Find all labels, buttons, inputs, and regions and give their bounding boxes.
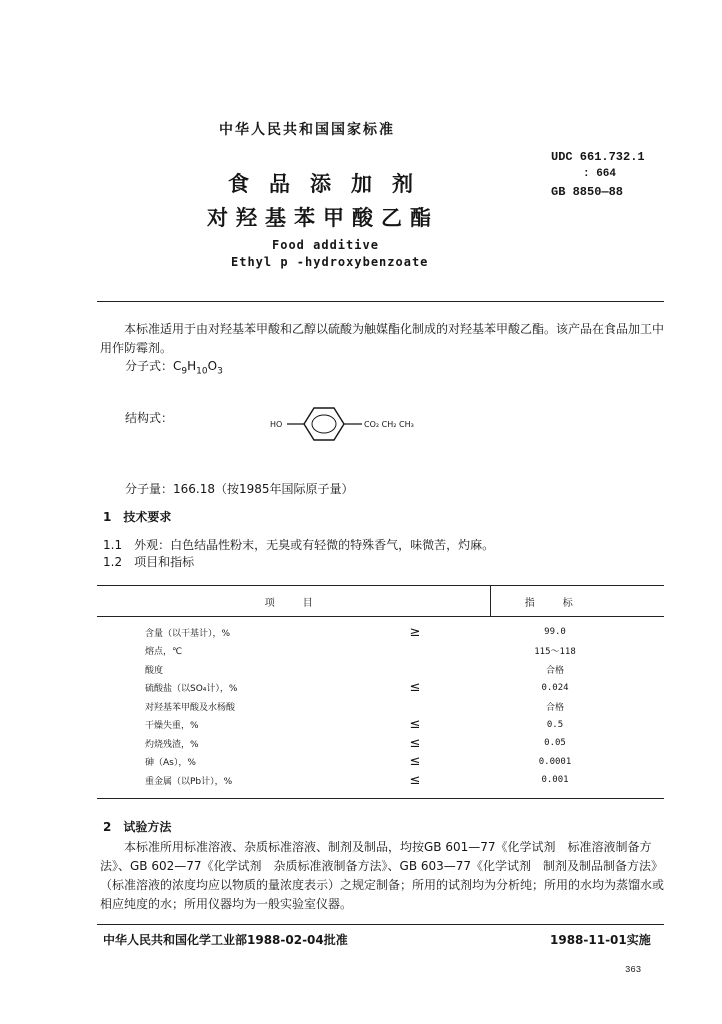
molecular-formula [125, 357, 223, 381]
specification-table [97, 585, 664, 799]
structural-formula-diagram [268, 398, 448, 448]
table-cell-symbol: ≤ [409, 717, 421, 733]
table-cell-item: 砷（As），% [145, 758, 196, 769]
table-row [97, 679, 664, 698]
table-cell-item: 干燥失重，% [145, 721, 199, 732]
title-en-product: Ethyl p -hydroxybenzoate [231, 255, 429, 269]
standard-name: 中华人民共和国国家标准 [219, 122, 395, 138]
table-cell-item: 对羟基苯甲酸及水杨酸 [145, 702, 236, 713]
effective-date: 1988-11-01实施 [550, 933, 651, 947]
formula-c: C [173, 359, 182, 373]
table-cell-value: 0.5 [546, 719, 564, 730]
table-cell-value: 0.024 [541, 682, 569, 693]
gb-code: GB 8850—88 [551, 185, 624, 199]
table-cell-item: 硫酸盐（以SO₄计），% [145, 684, 238, 695]
table-cell-value: 合格 [545, 702, 564, 713]
table-cell-value: 115～118 [534, 647, 576, 658]
table-cell-symbol: ≤ [409, 680, 421, 696]
table-cell-item: 灼烧残渣，% [145, 739, 199, 750]
table-cell-symbol [340, 642, 490, 661]
formula-h-count: 10 [196, 366, 208, 377]
formula-o: O [207, 359, 218, 373]
table-cell-symbol [340, 660, 490, 679]
section-2-heading: 2 试验方法 [103, 820, 172, 834]
structure-left-group: HO [270, 420, 283, 429]
table-row [97, 753, 664, 772]
section-1-heading: 1 技术要求 [103, 510, 172, 524]
table-cell-symbol: ≤ [409, 754, 421, 770]
section-1-1: 1.1 外观：白色结晶性粉末，无臭或有轻微的特殊香气，味微苦，灼麻。 [103, 538, 495, 552]
table-cell-item: 重金属（以Pb计），% [97, 771, 340, 798]
section-1-2: 1.2 项目和指标 [103, 555, 195, 569]
section-2-paragraph: 本标准所用标准溶液、杂质标准溶液、制剂及制品，均按GB 601—77《化学试剂 标准溶液制备方法》、GB 602—77《化学试剂 杂质标准液制备方法》、GB 603—77《化学试剂 制剂及制品制备方法》（标准溶液的浓度均应以物质的量浓度表示）之规定制备；所用的试剂均为分析纯；所用的水均为蒸馏水或相应纯度的水；所用仪器均为一般实验室仪器。 [100, 840, 665, 911]
molecular-weight: 分子量：166.18（按1985年国际原子量） [125, 482, 354, 496]
column-header-spec: 指标 [490, 586, 664, 617]
table-cell-value: 0.05 [544, 738, 566, 749]
scope-paragraph: 本标准适用于由对羟基苯甲酸和乙醇以硫酸为触媒酯化制成的对羟基苯甲酸乙酯。该产品在食品加工中用作防霉剂。 [100, 322, 665, 355]
structure-label: 结构式： [125, 411, 174, 425]
approval-statement: 中华人民共和国化学工业部1988-02-04批准 [103, 933, 348, 947]
table-row [97, 716, 664, 735]
table-cell-value: 0.0001 [538, 756, 572, 767]
table-cell-item: 酸度 [145, 665, 164, 676]
udc-code-sub: : 664 [583, 168, 617, 180]
table-cell-symbol: ≤ [340, 771, 490, 798]
column-header-item: 项目 [97, 586, 490, 617]
structure-right-group: CO₂ CH₂ CH₃ [364, 420, 414, 429]
formula-h: H [187, 359, 197, 373]
table-cell-value: 99.0 [544, 627, 566, 638]
benzene-inner-circle [312, 415, 336, 433]
formula-label: 分子式： [125, 359, 174, 373]
table-row [97, 660, 664, 679]
table-row [97, 697, 664, 716]
table-cell-item: 熔点，℃ [145, 647, 183, 658]
table-cell-symbol [340, 697, 490, 716]
table-cell-symbol: ≤ [409, 735, 421, 751]
title-cn-product: 对羟基苯甲酸乙酯 [207, 205, 439, 230]
table-cell-item: 含量（以干基计），% [145, 628, 231, 639]
footer-divider [97, 924, 664, 925]
table-row [97, 642, 664, 661]
title-en-category: Food additive [272, 238, 379, 252]
table-header-row [97, 586, 664, 617]
table-row [97, 617, 664, 642]
formula-o-count: 3 [217, 366, 223, 377]
table-cell-symbol: ≥ [409, 624, 421, 640]
formula-c-count: 9 [181, 366, 188, 377]
header-divider [97, 301, 664, 302]
benzene-ring [304, 408, 344, 440]
table-row [97, 771, 664, 798]
title-cn-category: 食品添加剂 [228, 171, 433, 196]
table-cell-value: 0.001 [490, 771, 664, 798]
table-body [97, 617, 664, 799]
page-number: 363 [625, 965, 642, 975]
table-cell-value: 合格 [545, 665, 564, 676]
table-row [97, 734, 664, 753]
udc-code: UDC 661.732.1 [551, 150, 645, 164]
